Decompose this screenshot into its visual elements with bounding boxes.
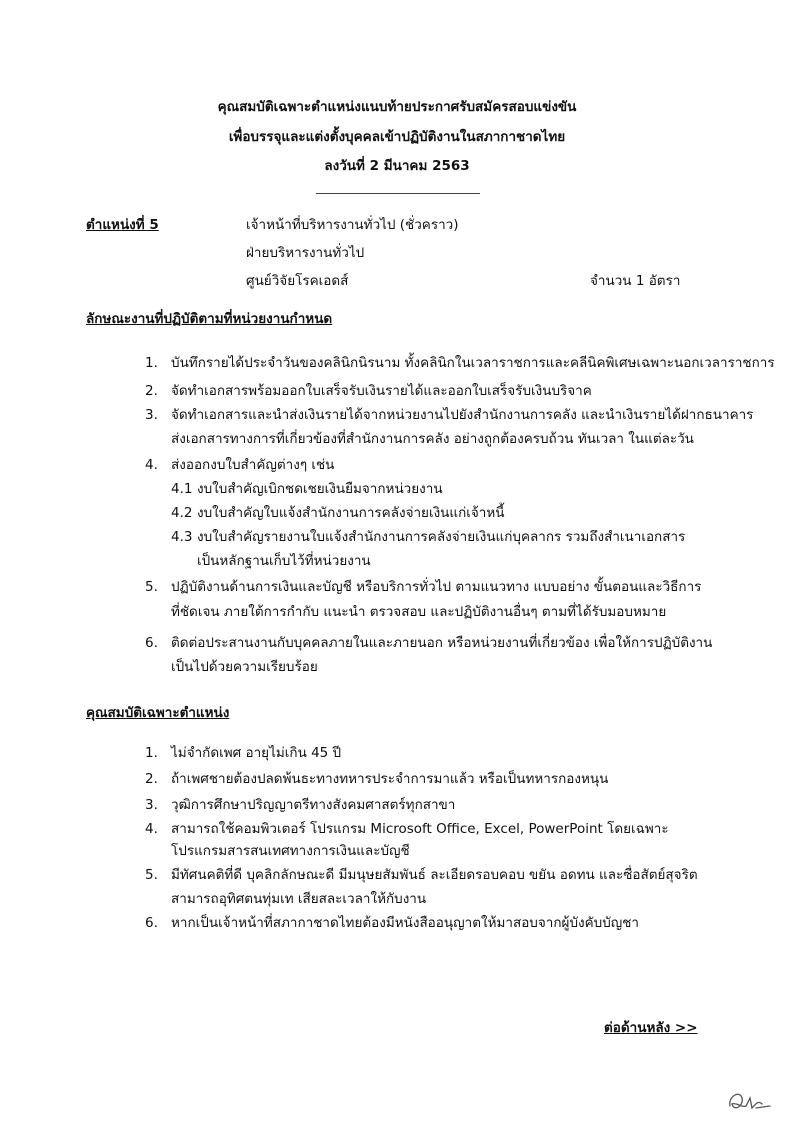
qualification-item-2 [145, 770, 608, 788]
duty-item-4 [145, 456, 334, 474]
header-divider [316, 193, 480, 194]
position-department: ฝ่ายบริหารงานทั่วไป [246, 245, 365, 261]
header-line-3: ลงวันที่ 2 มีนาคม 2563 [324, 158, 470, 174]
duty-item-6-cont: เป็นไปด้วยความเรียบร้อย [171, 659, 318, 675]
duty-text: งบใบสำคัญใบแจ้งสำนักงานการคลังจ่ายเงินแก่เจ้าหนี้ [197, 505, 505, 521]
qualification-item-5-cont: สามารถอุทิศตนทุ่มเท เสียสละเวลาให้กับงาน [171, 891, 427, 907]
duty-number: 2. [145, 383, 158, 399]
duty-number: 3. [145, 407, 158, 423]
duty-text: ติดต่อประสานงานกับบุคคลภายในและภายนอก หรือหน่วยงานที่เกี่ยวข้อง เพื่อให้การปฏิบัติงาน [171, 635, 713, 651]
qualification-item-3 [145, 796, 455, 814]
qualification-text: ไม่จำกัดเพศ อายุไม่เกิน 45 ปี [171, 745, 342, 761]
header-line-2: เพื่อบรรจุและแต่งตั้งบุคคลเข้าปฏิบัติงานในสภากาชาดไทย [228, 129, 566, 145]
duty-item-3-cont: ส่งเอกสารทางการที่เกี่ยวข้องที่สำนักงานการคลัง อย่างถูกต้องครบถ้วน ทันเวลา ในแต่ละวัน [171, 431, 694, 447]
duty-text: งบใบสำคัญเบิกชดเชยเงินยืมจากหน่วยงาน [197, 481, 443, 497]
qualification-text: มีทัศนคติที่ดี บุคลิกลักษณะดี มีมนุษยสัมพันธ์ ละเอียดรอบคอบ ขยัน อดทน และซื่อสัตย์สุจริต [171, 867, 698, 883]
qualification-item-4 [145, 820, 669, 838]
duties-heading: ลักษณะงานที่ปฏิบัติตามที่หน่วยงานกำหนด [86, 311, 333, 327]
qualification-item-5 [145, 866, 698, 884]
duty-item-4-3 [171, 528, 685, 546]
duty-number: 1. [145, 355, 158, 371]
duty-item-2 [145, 382, 592, 400]
duty-text: จัดทำเอกสารและนำส่งเงินรายได้จากหน่วยงานไปยังสำนักงานการคลัง และนำเงินรายได้ฝากธนาคาร [171, 407, 754, 423]
duty-item-4-2 [171, 504, 505, 522]
qualification-number: 3. [145, 797, 158, 813]
continue-overleaf-link[interactable]: ต่อด้านหลัง >> [604, 1020, 698, 1036]
qualification-number: 5. [145, 867, 158, 883]
duty-number: 6. [145, 635, 158, 651]
qualification-text: วุฒิการศึกษาปริญญาตรีทางสังคมศาสตร์ทุกสาขา [171, 797, 456, 813]
header-line-1: คุณสมบัติเฉพาะตำแหน่งแนบท้ายประกาศรับสมัครสอบแข่งขัน [217, 99, 577, 115]
duty-text: บันทึกรายได้ประจำวันของคลินิกนิรนาม ทั้งคลินิกในเวลาราชการและคลีนิคพิเศษเฉพาะนอกเวลาราชการ [171, 355, 775, 371]
position-center: ศูนย์วิจัยโรคเอดส์ [246, 273, 349, 289]
qualification-number: 2. [145, 771, 158, 787]
qualification-item-6 [145, 914, 639, 932]
duty-text: จัดทำเอกสารพร้อมออกใบเสร็จรับเงินรายได้และออกใบเสร็จรับเงินบริจาค [171, 383, 592, 399]
qualification-item-1 [145, 744, 341, 762]
duty-number: 4.2 [171, 505, 193, 521]
duty-text: งบใบสำคัญรายงานใบแจ้งสำนักงานการคลังจ่ายเงินแก่บุคลากร รวมถึงสำเนาเอกสาร [197, 529, 686, 545]
duty-item-5 [145, 578, 701, 596]
qualification-number: 4. [145, 821, 158, 837]
duty-item-6 [145, 634, 712, 652]
duty-item-3 [145, 406, 753, 424]
qualification-text: หากเป็นเจ้าหน้าที่สภากาชาดไทยต้องมีหนังสืออนุญาตให้มาสอบจากผู้บังคับบัญชา [171, 915, 640, 931]
qualification-number: 1. [145, 745, 158, 761]
qualifications-heading: คุณสมบัติเฉพาะตำแหน่ง [86, 705, 230, 721]
duty-item-4-1 [171, 480, 443, 498]
position-title: เจ้าหน้าที่บริหารงานทั่วไป (ชั่วคราว) [246, 217, 459, 233]
duty-item-5-cont: ที่ชัดเจน ภายใต้การกำกับ แนะนำ ตรวจสอบ และปฏิบัติงานอื่นๆ ตามที่ได้รับมอบหมาย [171, 604, 667, 620]
qualification-text: สามารถใช้คอมพิวเตอร์ โปรแกรม Microsoft Office, Excel, PowerPoint โดยเฉพาะ [171, 821, 669, 837]
qualification-text: ถ้าเพศชายต้องปลดพ้นธะทางทหารประจำการมาแล้ว หรือเป็นทหารกองหนุน [171, 771, 609, 787]
position-label: ตำแหน่งที่ 5 [86, 217, 159, 233]
duty-item-4-3-cont: เป็นหลักฐานเก็บไว้ที่หน่วยงาน [197, 553, 371, 569]
duty-number: 5. [145, 579, 158, 595]
signature-initials [726, 1088, 776, 1114]
duty-text: ส่งออกงบใบสำคัญต่างๆ เช่น [171, 457, 335, 473]
duty-item-1 [145, 354, 775, 372]
duty-text: ปฏิบัติงานด้านการเงินและบัญชี หรือบริการทั่วไป ตามแนวทาง แบบอย่าง ขั้นตอนและวิธีการ [171, 579, 702, 595]
qualification-item-4-cont: โปรแกรมสารสนเทศทางการเงินและบัญชี [171, 843, 410, 859]
duty-number: 4. [145, 457, 158, 473]
duty-number: 4.3 [171, 529, 193, 545]
qualification-number: 6. [145, 915, 158, 931]
position-count: จำนวน 1 อัตรา [590, 273, 681, 289]
duty-number: 4.1 [171, 481, 193, 497]
